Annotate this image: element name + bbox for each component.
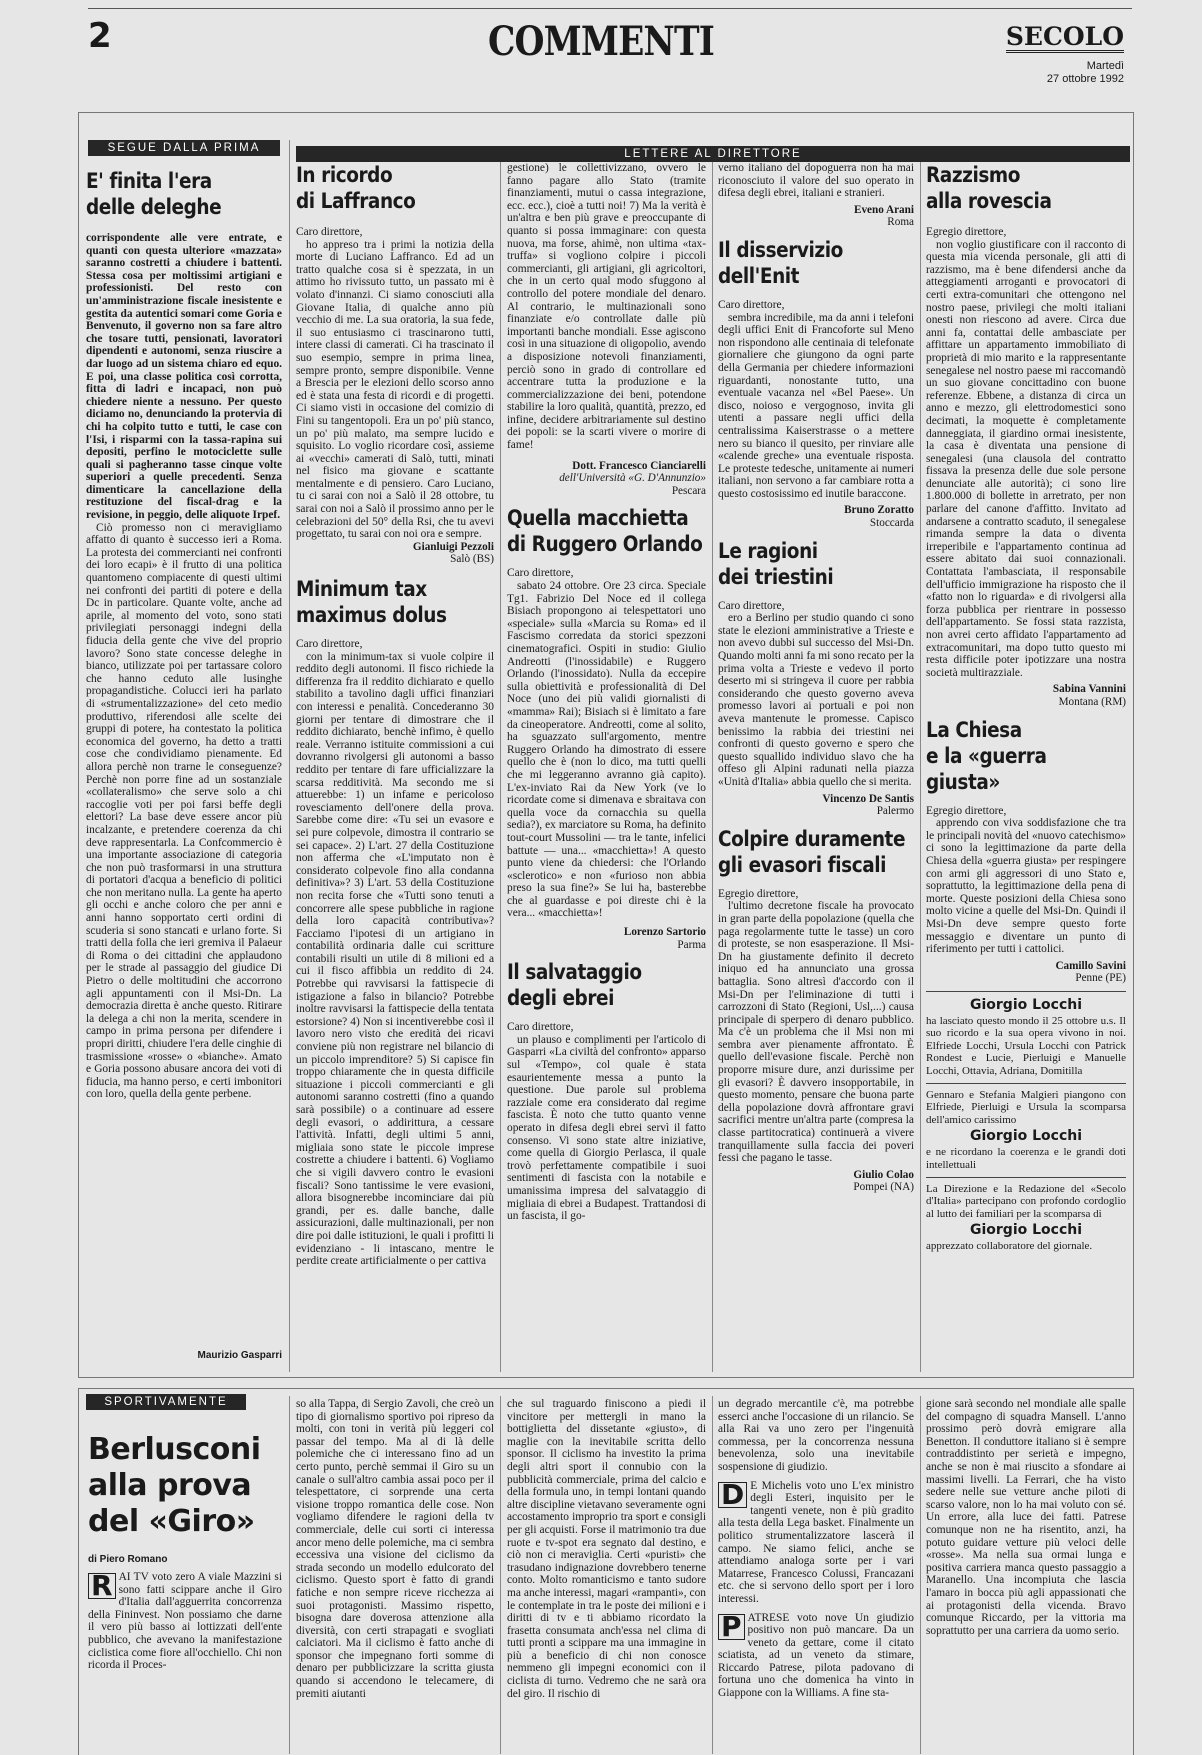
section-title: COMMENTI [488, 18, 714, 65]
headline-line: Il disservizio [718, 237, 843, 262]
letter-paragraph: sembra incredibile, ma da anni i telefoni degli uffici Enit di Francoforte sul Meno non rispondono alle centinaia di telefonate giornaliere che giungono da ogni parte della Germania per chiedere informazioni riguardanti, nonostante tutto, una eventuale vacanza nel «Bel Paese». Un disco, noioso e vergognoso, invita gli utenti a passare negli uffici della centralissima Kaiserstrasse o a mettere nero su bianco il quesito, per rinviare alle «calende greche» una eventuale risposta. Le proteste tedesche, unitamente ai numeri italiani, non servono a far cambiare rotta a questo costosissimo ed inutile baraccone. [718, 311, 914, 500]
letter-place: Pescara [671, 484, 706, 497]
issue-date [1047, 60, 1124, 86]
column-rule [920, 1396, 921, 1754]
sport-headline: Berlusconi alla prova del «Giro» [88, 1432, 261, 1539]
sport-body [88, 1571, 282, 1672]
sport-paragraph: AI TV voto zero A viale Mazzini si sono fatti scippare anche il Giro d'Italia dall'agguerrita concorrenza della Fininvest. Non possiamo che darne il vero più basso ai lottizzati dell'ente pubblico, che avevano la manifestazione ciclistica come fiore all'occhiello. Chi non ricorda il Proces- [88, 1571, 282, 1672]
letter-body [296, 638, 494, 1268]
headline-line: Razzismo [926, 163, 1020, 187]
letter-paragraph: un plauso e complimenti per l'articolo di Gasparri «La civiltà del confronto» apparso sul «Tempo», col quale è stata esaurientemente messa a punto la questione. Due parole sul problema razziale come era considerato dal regime fascista. È noto che tutto quanto venne operato in difesa degli ebrei servì il fatto consenso. Vi sono state altre iniziative, come quella di Giorgio Perlasca, il quale trovò perfettamente compatibile i suoi sentimenti di fascista con la notabile e umanissima impresa del salvataggio di migliaia di ebrei a Budapest. Trattandosi di un fascista, il go- [507, 1033, 706, 1223]
letter-paragraph: sabato 24 ottobre. Ore 23 circa. Speciale Tg1. Fabrizio Del Noce ed il collega Bisiach propongono ai telespettatori uno «speciale» sulla «Marcia su Roma» ed il Fascismo corredata da storici spezzoni cinematografici. Ospiti in studio: Giulio Andreotti (l'inossidabile) e Ruggero Orlando (l'inossidato). Nulla da eccepire sulla obiettività e professionalità di Del Noce (uno dei più validi giornalisti di «mamma» Rai); Bisiach si è limitato a fare da cineoperatore. Andreotti, come al solito, ha sguazzato sull'argomento, mentre Ruggero Orlando ha dimostrato di essere quello che è (non lo dico, ma tutti quelli che mi leggeranno avranno già capito). L'ex-inviato Rai da New York (ve lo ricordate come si dimenava e sbraitava con quella voce da cornacchia su quella sedia?), ex marciatore su Roma, ha definito tout-court Mussolini — tra le tante, infelici battute — una... «macchietta»! A questo punto viene da chiedersi: che l'Orlando «sclerotico» e non «furioso non abbia preso la sua fine?» Se lui ha, basterebbe che al guardasse e poi direste chi è la vera... «macchietta»! [507, 580, 706, 920]
headline-line: Le ragioni [718, 538, 818, 563]
column-rule [712, 1396, 713, 1754]
sport-paragraph-wrap [718, 1477, 914, 1606]
article-paragraph: corrispondente alle vere entrate, e quanti con questa ulteriore «mazzata» saranno costretti a chiudere i battenti. Stessa cosa per moltissimi artigiani e professionisti. Del resto con un'amministrazione fiscale inesistente e gestita da autentici somari come Goria e Benvenuto, il governo non sa fare altro che tosare tutti, pensionati, lavoratori dipendenti e autonomi, senza riuscire a dar luogo ad un sistema chiaro ed equo. E poi, una classe politica così corrotta, fitta di ladri e incapaci, non può chiedere niente a nessuno. Per questo diciamo no, denunciando la protervia di chi ha colpito tutto e tutti, le case con l'Isi, i risparmi con la tassa-rapina sui depositi, perfino le motociclette sulle quali si pagheranno tasse cinque volte superiori a quelle precedenti. Senza dimenticare la cancellazione della restituzione del fiscal-drag e la revisione, in peggio, delle aliquote Irpef. [86, 232, 282, 522]
column-rule [500, 160, 501, 1372]
sport-paragraph: un degrado mercantile c'è, ma potrebbe esserci anche l'occasione di un rilancio. Se alla Rai va uno zero per l'ingenuità commessa, per la concorrenza nessuna benevolenza, solo una inevitabile sospensione di giudizio. [718, 1398, 914, 1473]
article-body [86, 232, 282, 1101]
headline-line: delle deleghe [86, 195, 222, 219]
headline-line: E' finita l'era [86, 169, 212, 193]
obituary-text: ha lasciato questo mondo il 25 ottobre u.s. Il suo ricordo e la sua opera vivono in noi. Elfriede Locchi, Ursula Locchi con Patrick Rondest e Lucie, Pierluigi e Manuelle Locchi, Ottavia, Adriana, Domitilla [926, 1014, 1126, 1077]
headline-line: e la «guerra giusta» [926, 743, 1047, 794]
letter-affiliation [507, 472, 706, 485]
sport-body [507, 1398, 706, 1700]
letter-body [718, 162, 914, 200]
letter-place: Salò (BS) [450, 553, 494, 566]
headline-line: Il salvataggio [507, 960, 642, 985]
issue-day: Martedì [1086, 60, 1124, 72]
headline-line: di Laffranco [296, 189, 416, 213]
letter-body [926, 805, 1126, 956]
headline-line: Quella macchietta [507, 506, 689, 531]
sport-body [718, 1398, 914, 1700]
headline-line: di Ruggero Orlando [507, 532, 703, 557]
letter-body [718, 299, 914, 501]
letter-author: Eveno Arani [854, 203, 914, 216]
sport-column-4 [718, 1398, 914, 1754]
headline-line: dell'Enit [718, 263, 800, 288]
letter-author: Camillo Savini [1055, 959, 1126, 972]
headline-line: dei triestini [718, 564, 834, 589]
section-band-segue: SEGUE DALLA PRIMA [88, 140, 280, 156]
letter-salute: Caro direttore, [296, 638, 363, 651]
sport-article-lead [88, 1432, 282, 1754]
sport-column-5 [926, 1398, 1126, 1754]
article-paragraph: Ciò promesso non ci meravigliamo affatto di quanto è successo ieri a Roma. La protesta dei commercianti nei confronti dei loro ecapi» è il frutto di una politica quantomeno compiacente di questi ultimi nei confronti dei partiti di potere e della Dc in particolare. Quante volte, anche ad aprile, al momento del voto, sono stati privilegiati personaggi indegni della fiducia della gente che vive del proprio lavoro? Sono state concesse deleghe in bianco, utilizzate poi per tartassare coloro che hanno ceduto alle lusinghe propagandistiche. Colucci ieri ha parlato di «strumentalizzazione» del ceto medio produttivo, riferendosi alle scelte dei gruppi di potere, ha contestato la politica economica del governo, ha detto a tratti cose che condividiamo pienamente. Ed allora perchè non trarne le conseguenze? Perchè non porre fine ad un sostanziale «collateralismo» che serve solo a chi raccoglie voti per poi farsi beffe degli elettori? La base deve essere ancor più incalzante, e pretendere coerenza da chi deve rappresentarla. La Confcommercio è una importante associazione di categoria che non può trasformarsi in una struttura di portatori d'acqua a beneficio di politici che non meritano nulla. La gente ha aperto gli occhi e anche coloro che per anni e anni hanno sopportato certi ordini di scuderia si sono stancati e urlano forte. Si tratti della folla che ieri gremiva il Palaeur di Roma o dei cittadini che applaudono per le strade al passaggio del giudice Di Pietro o delle moltitudini che accorrono agli appuntamenti con il Msi-Dn. La democrazia diretta è anche questo. Ritirare la delega a chi non la merita, scendere in campo in prima persona per difendere i propri diritti, chiudere l'era delle cinghie di trasmissione «rosse» o «bianche». Amato e Goria possono abusare ancora dei voti di fiducia, ma hanno perso, e certi imbonitori con loro, quella della gente perbene. [86, 521, 282, 1101]
obituary-text: e ne ricordano la coerenza e le grandi doti intellettuali [926, 1146, 1126, 1171]
letter-paragraph: verno italiano del dopoguerra non ha mai riconosciuto il valore del suo operato in difesa degli ebrei, italiani e stranieri. [718, 162, 914, 200]
letter-place: Palermo [876, 805, 914, 818]
letter-signature [718, 504, 914, 517]
letter-paragraph: ho appreso tra i primi la notizia della morte di Luciano Laffranco. Ed ad un tratto qualche cosa si è spezzata, in un attimo ho rivissuto tutto, un passato mi è volato d'innanzi. Ci siamo conosciuti alla Giovane Italia, di qualche anno più vecchio di me. La sua oratoria, la sua fede, il suo entusiasmo ci trascinarono tutti, intere classi di camerati. Ci ha trascinato il suo esempio, sempre in prima linea, sempre pronto, sempre disponibile. Venne a Brescia per le elezioni dello scorso anno ed è stata una festa di ricordi e di progetti. Ci siamo visti in occasione del comizio di Fini su tangentopoli. Era un po' più stanco, un po' più malato, ma sempre lucido e squisito. Lo voglio ricordare così, assieme ai «vecchi» camerati di Salò, tutti, minati nel fisico ma giovane e scattante mentalmente e di pensiero. Caro Luciano, tu ci sarai con noi a Salò il 28 ottobre, tu sarai con noi a Salò il prossimo anno per le celebrazioni del 50° della Rsi, che tu avevi progettato, tu sarai con noi ora e sempre. [296, 238, 494, 541]
sport-byline: di Piero Romano [88, 1554, 168, 1565]
headline [507, 505, 705, 557]
headline-line: maximus dolus [296, 603, 447, 628]
obituary-divider [926, 1083, 1126, 1084]
headline [718, 538, 913, 590]
letter-signature [507, 460, 706, 473]
article-deleghe [86, 168, 282, 1368]
letter-salute: Caro direttore, [507, 567, 574, 580]
obituary-text: Gennaro e Stefania Malgieri piangono con Elfriede, Pierluigi e Ursula la scomparsa dell'amico carissimo [926, 1088, 1126, 1126]
headline [926, 162, 1125, 214]
letter-salute: Caro direttore, [507, 1021, 574, 1034]
headline-line: alla rovescia [926, 189, 1052, 213]
column-rule [500, 1396, 501, 1754]
letter-author: Bruno Zoratto [844, 504, 914, 517]
headline [86, 168, 281, 220]
headline-line: La Chiesa [926, 717, 1022, 742]
letters-column-3 [507, 162, 706, 1372]
letter-signature [718, 1169, 914, 1182]
obituary-divider [926, 1177, 1126, 1178]
letter-paragraph: apprendo con viva soddisfazione che tra le principali novità del «nuovo catechismo» ci sono la legittimazione da parte della Chiesa della «guerra giusta» per respingere con armi gli aggressori di uno Stato e, soprattutto, la legittimazione della pena di morte. Queste posizioni della Chiesa sono molto vicine a quelle del Msi-Dn. Quindi il Msi-Dn deve sempre questo forte messaggio e diventare un punto di riferimento per tutti i cattolici. [926, 817, 1126, 956]
letter-salute: Caro direttore, [718, 599, 785, 612]
letter-signature [296, 541, 494, 554]
masthead [0, 0, 1202, 110]
section-band-lettere: LETTERE AL DIRETTORE [296, 146, 1130, 162]
letter-paragraph: non voglio giustificare con il racconto di questa mia vicenda personale, gli atti di razzismo, ma è bene difendersi anche da atteggiamenti arroganti e provocatori di certi extra-comunitari che ottengono nel nostro paese, privilegi che molti italiani onesti non riescono ad avere. Circa due anni fa, contattai delle ambasciate per affittare un appartamento immobiliato di proprietà di mio marito e la rappresentante senegalese nel nostro paese mi raccomandò un suo giovane concittadino con buone referenze. Ebbene, a distanza di circa un anno e mezzo, gli elettrodomestici sono decimati, la moquette è completamente danneggiata, il giardino ormai inesistente, la casa è diventata una pensione di senegalesi (una clausola del contratto fissava la presenza delle due sole persone denunciate alle autorità); ci sono lire 1.800.000 di bollette in arretrato, per non parlare del canone d'affitto. Invitato ad andarsene a contratto scaduto, il senegalese rimanda sempre la data o diventa irreperibile e l'appartamento continua ad essere abitato dai suoi connazionali. Contattata l'ambasciata, il responsabile dell'ufficio immigrazione ha risposto che il «fatto non lo riguarda» e di rivolgersi alla forza pubblica per rientrare in possesso dell'appartamento. Se fossi stata razzista, non avrei certo affidato l'appartamento ad extracomunitari, ma dopo tutto questo mi resta difficile poter ipotizzare una nostra società multirazziale. [926, 238, 1126, 679]
letter-salute: Egregio direttore, [718, 887, 799, 900]
headline [718, 237, 913, 289]
letter-place: Parma [677, 938, 706, 951]
letter-body [296, 226, 494, 541]
sport-paragraph: E Michelis voto uno L'ex ministro degli Esteri, inquisito per le tangenti venete, non è più gradito alla testa della Lega basket. Finalmente un politico strumentalizzatore lascerà il campo. Ne siamo felici, anche se attendiamo analoga sorte per i vari Matarrese, Francesco Colussi, Francazani etc. che si servono dello sport per i loro interessi. [718, 1479, 914, 1605]
letters-column-5 [926, 162, 1126, 1372]
sport-body [296, 1398, 494, 1700]
letter-salute: Caro direttore, [718, 298, 785, 311]
letter-signature [926, 960, 1126, 973]
column-rule [289, 1396, 290, 1754]
letter-body [718, 888, 914, 1165]
headline-line: Minimum tax [296, 577, 427, 602]
sport-body [926, 1398, 1126, 1637]
letter-salute: Egregio direttore, [926, 804, 1007, 817]
letter-affiliation-text: dell'Università «G. D'Annunzio» [559, 472, 706, 485]
letter-body [926, 226, 1126, 679]
letter-signature [718, 204, 914, 217]
letter-place: Roma [887, 216, 914, 229]
obituary-name: Giorgio Locchi [969, 996, 1083, 1013]
column-rule [712, 160, 713, 1372]
letter-salute: Caro direttore, [296, 226, 363, 238]
letter-paragraph: gestione) le collettivizzano, ovvero le fanno pagare allo Stato (tramite finanziamenti, mutui o cassa integrazione, ecc. ecc.), cioè a tutti noi! 7) Ma la verità è un'altra e ben più grave e preoccupante di quanto si possa immaginare: con questa nuova, ma forse, ahimè, non ultima «tax-truffa» si vogliono colpire i piccoli commercianti, gli artigiani, gli agricoltori, che in un certo qual modo sfuggono al controllo del potere mondiale del denaro. Al contrario, le multinazionali sono finanziate e/o controllate dalle più importanti banche mondiali. Esse agiscono così in una situazione di oligopolio, avendo a disposizione notevoli finanziamenti, perciò sono in grado di controllare ed accentrare tutta la produzione e la commercializzazione dei beni, potendone stabilire la loro qualità, quantità, prezzo, ed infine, decidere arbitrariamente sul destino dei popoli: se la scarti vivere o morire di fame! [507, 162, 706, 452]
letter-place: Pompei (NA) [853, 1181, 914, 1194]
letter-place: Stoccarda [869, 517, 914, 530]
headline-line: Colpire duramente [718, 826, 906, 851]
letter-author: Gianluigi Pezzoli [412, 540, 494, 553]
obituary-divider [926, 991, 1126, 992]
dropcap: P [718, 1614, 745, 1640]
letter-author: Giulio Colao [853, 1168, 914, 1181]
letter-signature [507, 926, 706, 939]
obituary-name: Giorgio Locchi [969, 1128, 1083, 1145]
letter-place: Penne (PE) [1075, 972, 1126, 985]
letter-author: Lorenzo Sartorio [623, 926, 706, 939]
headline [507, 959, 705, 1011]
headline-line: gli evasori fiscali [718, 852, 887, 877]
letters-column-4 [718, 162, 914, 1372]
dropcap: D [718, 1482, 747, 1508]
letter-author: Dott. Francesco Cianciarelli [572, 459, 706, 472]
letter-paragraph: l'ultimo decretone fiscale ha provocato in gran parte della popolazione (quella che paga regolarmente tutte le tasse) un coro di proteste, se non esasperazione. Il Msi-Dn ha giustamente definito il decreto iniquo ed ha annunciato una grossa battaglia. Sono altresì d'accordo con il Msi-Dn per l'eliminazione di tutti i carrozzoni di Stato (Regioni, Usl,...) causa principale di sperpero di denaro pubblico. Ma c'è un problema che il Msi non mi sembra aver pienamente affrontato. È quello dell'evasione fiscale. Perchè non proporre misure dure, anzi durissime per gli evasori? È davvero insopportabile, in questo momento, pensare che buona parte della popolazione dovrà affrontare gravi sacrifici mentre un'altra parte (compresa la classe partitocratica) continuerà a vivere tranquillamente sulla faccia dei poveri fessi che pagano le tasse. [718, 900, 914, 1165]
letter-place: Montana (RM) [1058, 695, 1126, 708]
letter-author: Sabina Vannini [1052, 683, 1126, 696]
column-rule [920, 160, 921, 1372]
headline [296, 162, 493, 214]
sport-paragraph: gione sarà secondo nel mondiale alle spalle del compagno di squadra Mansell. L'anno prossimo però dovrà emigrare alla Benetton. Il conduttore italiano si è sempre contraddistinto per serietà e impegno, anche se non è mai riuscito a sfondare ai massimi livelli. La Ferrari, che ha visto sedere nelle sue vetture anche piloti di scarso valore, non lo ha mai voluto con sé. Un errore, alla luce dei fatti. Patrese comunque non ne ha risentito, anzi, ha potuto guidare vetture più veloci delle «rosse». Ma nella sua ormai lunga e positiva carriera manca questo passaggio a Maranello. Una incompiuta che lascia l'amaro in bocca più agli appassionati che ai protagonisti della vicenda. Bravo comunque Riccardo, per la vittoria ma soprattutto per una carriera da uomo serio. [926, 1398, 1126, 1637]
letter-paragraph: ero a Berlino per studio quando ci sono state le elezioni amministrative a Trieste e non avevo dubbi sul successo del Msi-Dn. Quando molti anni fa mi sono recato per la prima volta a Trieste e vedevo il porto deserto mi si stringeva il cuore per rabbia considerando che questo governo aveva promesso lavori ai portuali e poi non aveva mantenute le promesse. Capisco benissimo la rabbia dei triestini nei confronti di questo governo e spero che questo squallido individuo slavo che ha offeso gli Alpini radunati nella piazza «Unità d'Italia» abbia quello che si merita. [718, 612, 914, 788]
headline [926, 717, 1125, 795]
sport-paragraph: so alla Tappa, di Sergio Zavoli, che creò un tipo di giornalismo sportivo poi ripreso da molti, con toni in verità più leggeri col passar del tempo. Ma al di là delle polemiche che ci interessano fino ad un certo punto, perchè semmai il Giro su un canale o sull'altro cambia assai poco per il telespettatore, ci sorprende una certa visione troppo romantica delle cose. Non vogliamo difendere le ragioni della tv commerciale, delle cui sorti ci interessa ancor meno delle polemiche, ma ci sembra eccessiva una visione del ciclismo da strada secondo un modello edulcorato del ciclismo. Questo sport è fatto di grandi fatiche e non sempre riceve ricchezza ai suoi protagonisti. Massimo rispetto, bisogna dare doverosa attenzione alla diversità, con certi strapagati e svogliati calciatori. Ma il ciclismo è fatto anche di sponsor che impegnano forti somme di denaro per pubblicizzare la scritta giusta quando si accendono le telecamere, di premiti aiutanti [296, 1398, 494, 1700]
letter-body [507, 1021, 706, 1223]
headline [718, 826, 913, 878]
section-band-sportivamente: SPORTIVAMENTE [86, 1394, 246, 1410]
sport-column-3 [507, 1398, 706, 1754]
sport-paragraph-wrap [718, 1609, 914, 1700]
letter-paragraph: con la minimum-tax si vuole colpire il reddito degli autonomi. Il fisco richiede la differenza fra il reddito dichiarato e quello stabilito a tavolino dagli uffici finanziari con interessi e penalità. Concederanno 30 giorni per tentare di dimostrare che il reddito dichiarato, benchè infimo, è quello reale. Verranno istituite commissioni a cui dovranno rivolgersi gli autonomi a basso reddito per tentare di fare ufficializzare la scarsa redditività. Ma secondo me si attuerebbe: 1) un infame e pericoloso rovesciamento dell'onere della prova. Sarebbe come dire: «Tu sei un evasore e sei pure colpevole, dimostra il contrario se sei capace». 2) L'art. 27 della Costituzione non afferma che «L'imputato non è considerato colpevole fino alla condanna definitiva»? 3) L'art. 53 della Costituzione non recita forse che «Tutti sono tenuti a concorrere alle spese pubbliche in ragione della loro capacità contributiva»? Facciamo l'ipotesi di un artigiano in contabilità ordinaria dalle cui scritture contabili risulti un utile di 8 milioni ed a cui il fisco affibbia un reddito di 24. Potrebbe qui ravvisarsi la fattispecie di istigazione a falso in bilancio? Potrebbe inoltre ravvisarsi la fattispecie della tentata estorsione? 4) Non si incentiverebbe così il lavoro nero visto che eredità dei ricavi conviene più non registrare nel bilancio di un piccolo imprenditore? 5) Si capisce fin troppo chiaramente che in questa difficile situazione i piccoli commercianti e gli autonomi saranno costretti (fino a quando sarà possibile) o a continuare ad essere degli evasori, o addirittura, a cessare l'attività. Infatti, degli ultimi 5 anni, migliaia sono state le piccole imprese costrette a chiudere i battenti. 6) Vogliamo che si vigili davvero contro le evasioni fiscali? Sono tantissime le vere evasioni, allora bisognerebbe incominciare dai più grandi, per es. dalle banche, dalle assicurazioni, dalle multinazionali, per non dire poi dalle istituzioni, le quali i profitti li evidenziano - li intascano, mentre le perdite create artificialmente o per cattiva [296, 650, 494, 1268]
sport-paragraph: ATRESE voto nove Un giudizio positivo non può mancare. Da un veneto da gettare, come il citato sciatista, ad un veneto da stimare, Riccardo Patrese, pilota padovano di fortuna uno che domenica ha vinto in Giappone con la Williams. A fine sta- [718, 1611, 914, 1700]
newspaper-brand: SECOLO [1005, 22, 1124, 51]
headline-line: In ricordo [296, 163, 393, 187]
obituary-text: apprezzato collaboratore del giornale. [926, 1240, 1093, 1253]
headline [296, 576, 493, 628]
dropcap: R [88, 1573, 116, 1599]
sport-column-2 [296, 1398, 494, 1754]
letter-signature [718, 793, 914, 806]
page-number: 2 [88, 16, 112, 56]
sport-paragraph: che sul traguardo finiscono a piedi il vincitore per mettergli in mano la bottiglietta del dissetante «giusto», di maglie con la inevitabile scritta dello sponsor. Il ciclismo ha investito la prima degli altri sport il connubio con la pubblicità commerciale, prima del calcio e della formula uno, in tempi lontani quando altre discipline vietavano severamente ogni accostamento improprio tra sport e consigli per gli acquisti. Forse il matrimonio tra due ruote e tv-spot era segnato dal destino, e ciò non ci meraviglia. Certi «puristi» che trasudano indignazione dovrebbero tenerne conto. Molto romanticismo e tanto sudore ma anche interessi, magari «rampanti», con le contemplate in tra le poste dei milioni e i diritti di tv e ti abbiamo ricordato la frasetta consumata anch'essa nel clima di tutti pronti a scippare ma una immagine in più a beneficio di chi non conosce nemmeno gli impegni economici con il ciclista di turno. Vedremo che ne sarà ora del giro. Il rischio di [507, 1398, 706, 1700]
obituary-name: Giorgio Locchi [969, 1222, 1083, 1239]
headline-line: degli ebrei [507, 986, 615, 1011]
letters-column-2 [296, 162, 494, 1372]
issue-date-text: 27 ottobre 1992 [1046, 73, 1124, 85]
letter-body [507, 162, 706, 452]
letter-salute: Egregio direttore, [926, 226, 1007, 238]
masthead-rule [88, 8, 1132, 9]
letter-body [718, 600, 914, 789]
letter-author: Vincenzo De Santis [822, 792, 914, 805]
letter-signature [926, 683, 1126, 696]
obituary-text: La Direzione e la Redazione del «Secolo d'Italia» partecipano con profondo cordoglio al lutto dei familiari per la scomparsa di [926, 1182, 1126, 1220]
letter-body [507, 567, 706, 920]
article-author: Maurizio Gasparri [197, 1350, 282, 1361]
column-rule [289, 140, 290, 1372]
